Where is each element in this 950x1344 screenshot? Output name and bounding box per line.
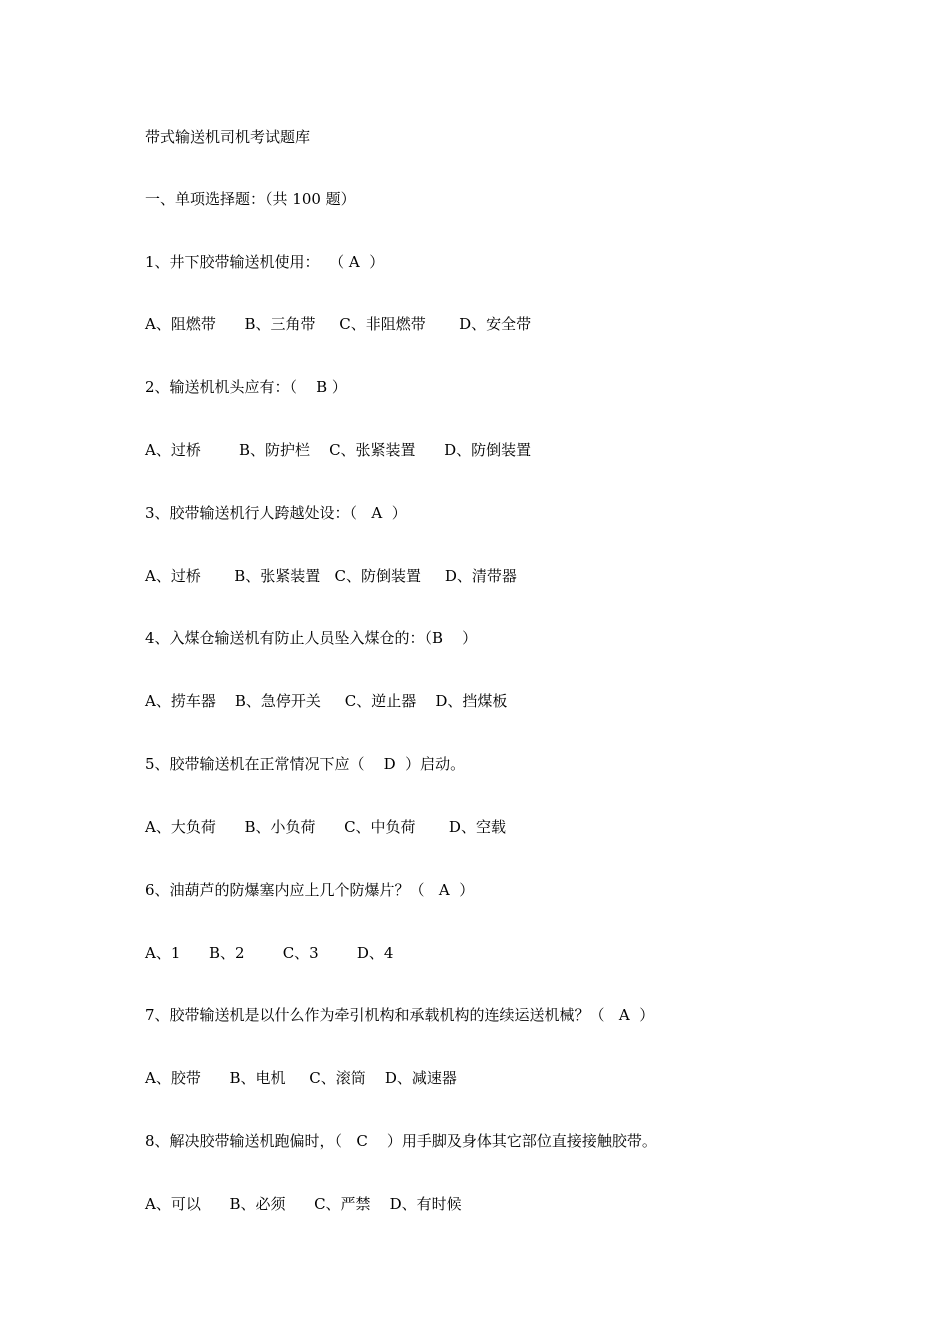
question-1: 1、井下胶带输送机使用： （ A ）: [145, 253, 385, 271]
options-7: A、胶带 B、电机 C、滚筒 D、减速器: [145, 1069, 457, 1087]
document-title: 带式输送机司机考试题库: [145, 128, 311, 146]
options-2: A、过桥 B、防护栏 C、张紧装置 D、防倒装置: [145, 441, 532, 459]
question-3: 3、胶带输送机行人跨越处设：（ A ）: [145, 504, 407, 522]
options-5: A、大负荷 B、小负荷 C、中负荷 D、空载: [145, 818, 506, 836]
question-2: 2、输送机机头应有：（ B ）: [145, 378, 347, 396]
question-4: 4、入煤仓输送机有防止人员坠入煤仓的：（B ）: [145, 629, 478, 647]
question-7: 7、胶带输送机是以什么作为牵引机构和承载机构的连续运送机械？（ A ）: [145, 1006, 655, 1024]
options-4: A、捞车器 B、急停开关 C、逆止器 D、挡煤板: [145, 692, 508, 710]
question-8: 8、解决胶带输送机跑偏时，（ C ）用手脚及身体其它部位直接接触胶带。: [145, 1132, 657, 1150]
options-6: A、1 B、2 C、3 D、4: [145, 944, 394, 962]
options-8: A、可以 B、必须 C、严禁 D、有时候: [145, 1195, 462, 1213]
question-5: 5、胶带输送机在正常情况下应（ D ）启动。: [145, 755, 466, 773]
options-3: A、过桥 B、张紧装置 C、防倒装置 D、清带器: [145, 567, 517, 585]
options-1: A、阻燃带 B、三角带 C、非阻燃带 D、安全带: [145, 315, 532, 333]
section-heading: 一、单项选择题：（共 100 题）: [145, 190, 356, 208]
question-6: 6、油葫芦的防爆塞内应上几个防爆片？（ A ）: [145, 881, 475, 899]
